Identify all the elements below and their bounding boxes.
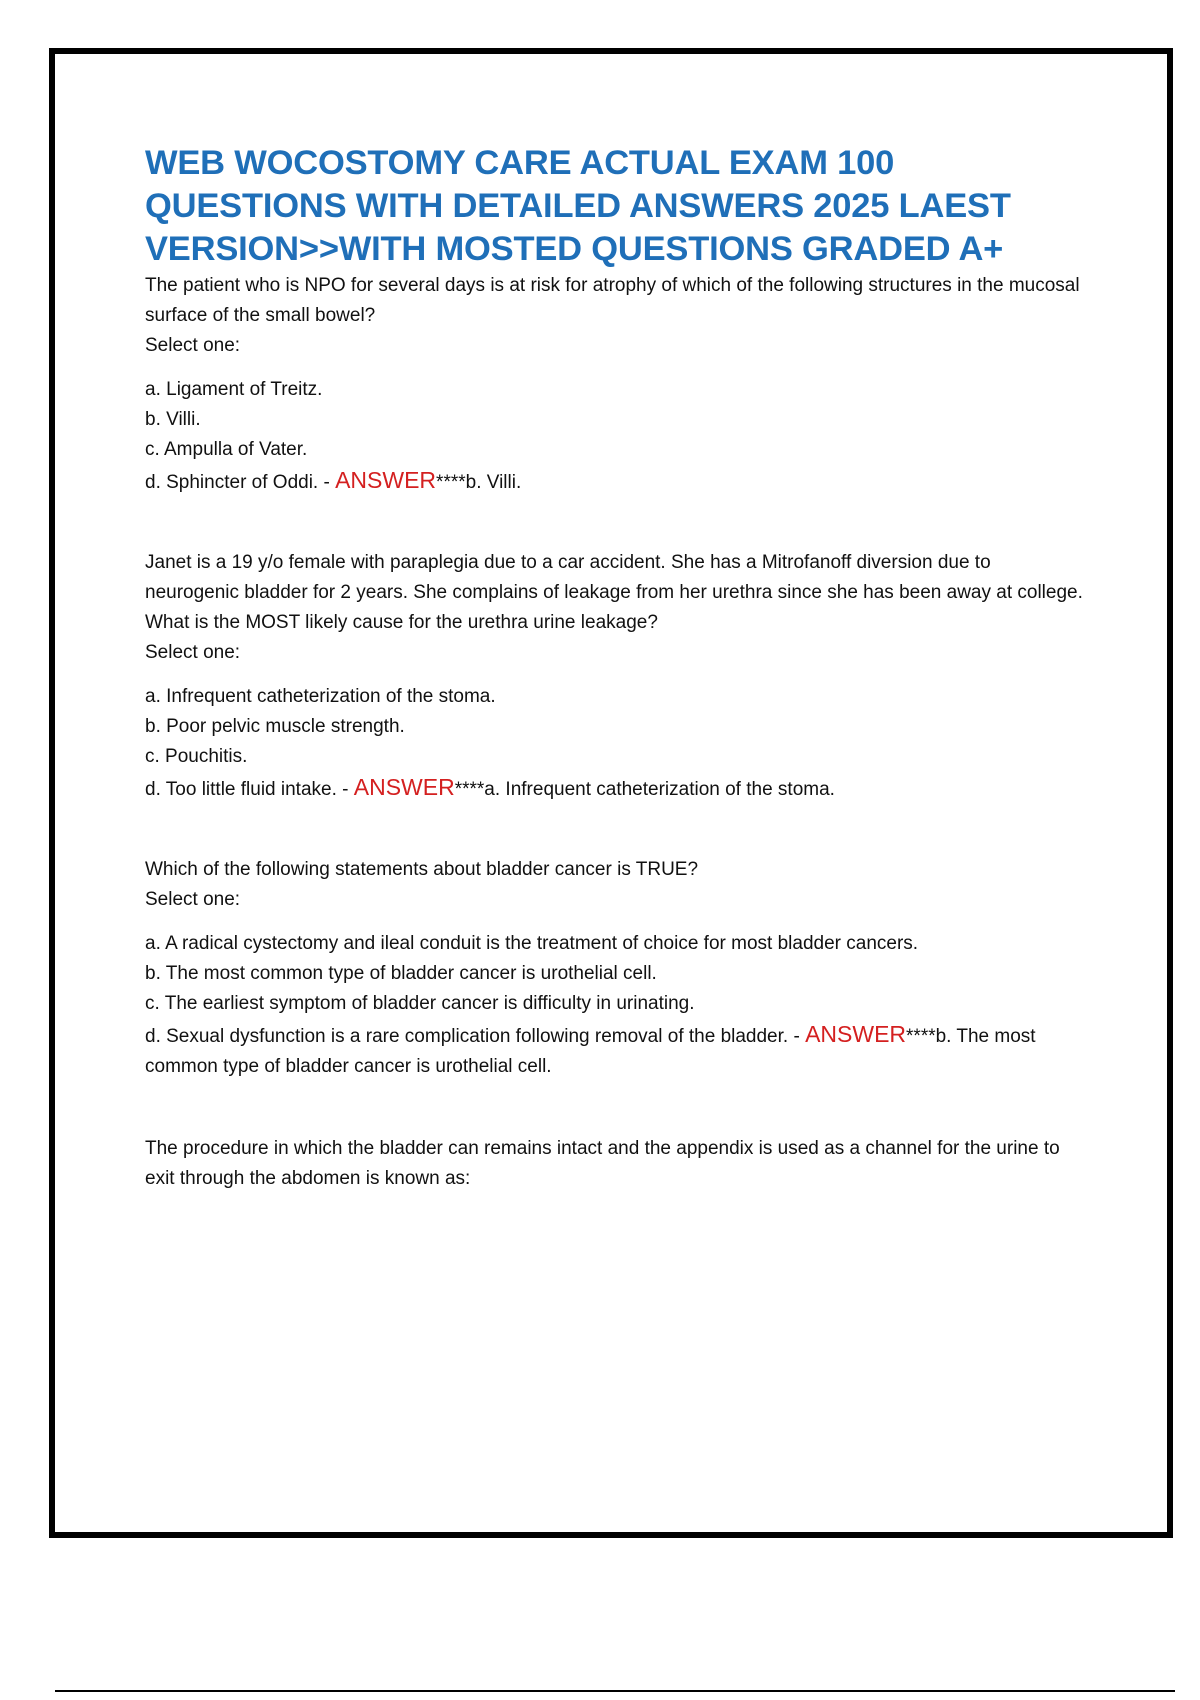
option-b: b. The most common type of bladder cancer is urothelial cell. — [145, 963, 657, 984]
select-one-label: Select one: — [145, 889, 241, 910]
answer-text: ****b. Villi. — [436, 472, 522, 493]
title-line-3: VERSION>>WITH MOSTED QUESTIONS GRADED A+ — [145, 230, 1004, 268]
answer-tag: ANSWER — [353, 774, 455, 800]
option-d-with-answer — [145, 465, 1085, 498]
option-d-with-answer — [145, 772, 1085, 805]
question-block — [145, 271, 1085, 498]
title-line-2: QUESTIONS WITH DETAILED ANSWERS 2025 LAEST — [145, 187, 1011, 225]
option-d: d. Sexual dysfunction is a rare complication following removal of the bladder. - — [145, 1026, 806, 1047]
option-c: c. Ampulla of Vater. — [145, 439, 308, 460]
answer-text: ****a. Infrequent catheterization of the stoma. — [454, 779, 835, 800]
document-body — [145, 142, 1085, 1194]
option-c: c. Pouchitis. — [145, 746, 248, 767]
answer-text: ****b. The most common type of bladder cancer is urothelial cell. — [145, 1026, 1036, 1077]
option-a: a. Ligament of Treitz. — [145, 379, 323, 400]
option-d: d. Too little fluid intake. - — [145, 779, 354, 800]
option-c: c. The earliest symptom of bladder cancer is difficulty in urinating. — [145, 993, 695, 1014]
option-a: a. A radical cystectomy and ileal conduit is the treatment of choice for most bladder cancers. — [145, 933, 919, 954]
select-one-label: Select one: — [145, 642, 241, 663]
question-prompt: Which of the following statements about bladder cancer is TRUE? — [145, 859, 699, 880]
page-divider — [55, 1690, 1175, 1692]
question-prompt: Janet is a 19 y/o female with paraplegia due to a car accident. She has a Mitrofanoff diversion due to neurogenic bladder for 2 years. She complains of leakage from her urethra since she has been away at college. What is the MOST likely cause for the urethra urine leakage? — [145, 552, 1083, 633]
answer-tag: ANSWER — [335, 467, 437, 493]
option-b: b. Poor pelvic muscle strength. — [145, 716, 405, 737]
title-line-1: WEB WOCOSTOMY CARE ACTUAL EXAM 100 — [145, 144, 895, 182]
question-block — [145, 548, 1085, 805]
option-b: b. Villi. — [145, 409, 201, 430]
question-prompt: The patient who is NPO for several days is at risk for atrophy of which of the following structures in the mucosal surface of the small bowel? — [145, 275, 1080, 326]
option-d: d. Sphincter of Oddi. - — [145, 472, 336, 493]
question-block — [145, 855, 1085, 1082]
option-a: a. Infrequent catheterization of the stoma. — [145, 686, 496, 707]
document-title — [145, 142, 1085, 271]
option-d-with-answer — [145, 1019, 1085, 1082]
question-prompt: The procedure in which the bladder can remains intact and the appendix is used as a channel for the urine to exit through the abdomen is known as: — [145, 1138, 1060, 1189]
question-block — [145, 1134, 1085, 1194]
select-one-label: Select one: — [145, 335, 241, 356]
answer-tag: ANSWER — [805, 1021, 907, 1047]
